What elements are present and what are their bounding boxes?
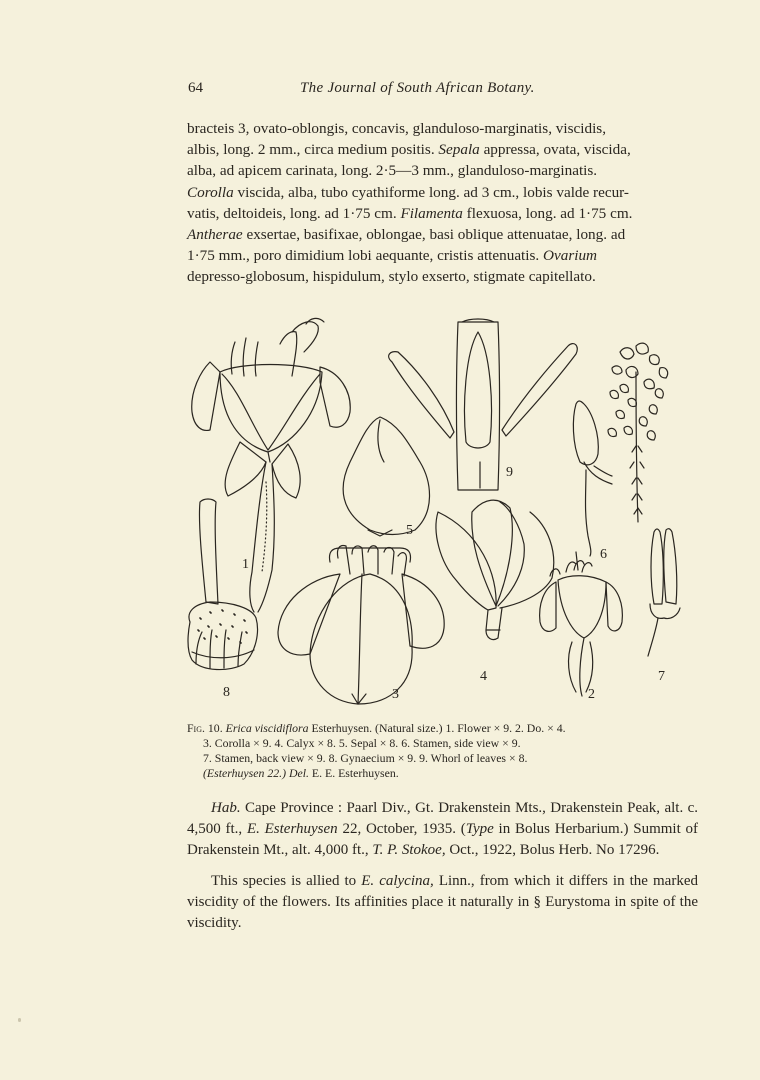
fig-label-7: 7 [658, 669, 665, 684]
fig-label-9: 9 [506, 465, 513, 480]
page-blemish [18, 1018, 21, 1022]
caption-line: (Esterhuysen 22.) Del. E. E. Esterhuysen. [203, 766, 399, 780]
fig2-flower [540, 552, 623, 696]
affinity-paragraph: This species is allied to E. calycina, Linn., from which it differs in the marked viscidity of the flowers. Its affinities place it naturally in § Eurystoma in spite of the viscidity. [187, 873, 698, 931]
fig4-calyx [436, 500, 554, 639]
fig1-flower [192, 318, 350, 612]
description-line: vatis, deltoideis, long. ad 1·75 cm. Filamenta flexuosa, long. ad 1·75 cm. [187, 204, 633, 222]
botanical-illustration [180, 312, 700, 712]
description-line: alba, ad apicem carinata, long. 2·5—3 mm., glanduloso-marginatis. [187, 162, 598, 180]
fig-label-1: 1 [242, 557, 249, 572]
page-header [188, 80, 696, 102]
caption-line: 7. Stamen, back view × 9. 8. Gynaecium × 9. 9. Whorl of leaves × 8. [203, 751, 528, 765]
habitat-paragraph: Hab. Cape Province : Paarl Div., Gt. Drakenstein Mts., Drakenstein Peak, alt. c. 4,500 ft., E. Esterhuysen 22, October, 1935. (Type in Bolus Herbarium.) Summit of Drakenstein Mt., alt. 4,000 ft., T. P. Stokoe, Oct., 1922, Bolus Herb. No 17296. [187, 800, 698, 858]
description-line: Corolla viscida, alba, tubo cyathiforme long. ad 3 cm., lobis valde recur- [187, 183, 629, 201]
description-line: Antherae exsertae, basifixae, oblongae, basi oblique attenuatae, long. ad [187, 226, 626, 244]
fig-label-5: 5 [406, 523, 413, 538]
species-description [187, 118, 698, 288]
fig-label-2: 2 [588, 687, 595, 702]
description-line: depresso-globosum, hispidulum, stylo exserto, stigmate capitellato. [187, 268, 596, 286]
description-line: albis, long. 2 mm., circa medium positis. Sepala appressa, ovata, viscida, [187, 141, 631, 159]
fig3-corolla [278, 546, 444, 705]
natural-size-spray [608, 343, 668, 522]
description-line: 1·75 mm., poro dimidium lobi aequante, cristis attenuatis. Ovarium [187, 247, 598, 265]
description-line: bracteis 3, ovato-oblongis, concavis, glanduloso-marginatis, viscidis, [187, 120, 606, 137]
fig8-gynaecium [188, 499, 258, 670]
fig5-sepal [343, 417, 429, 536]
fig-label-4: 4 [480, 669, 487, 684]
fig-label-6: 6 [600, 547, 607, 562]
fig-label-8: 8 [223, 685, 230, 700]
fig7-stamen-back [648, 529, 680, 656]
fig6-stamen-side [573, 401, 612, 556]
figure-caption [187, 721, 698, 781]
fig-label-3: 3 [392, 687, 399, 702]
caption-line: 3. Corolla × 9. 4. Calyx × 8. 5. Sepal × 8. 6. Stamen, side view × 9. [203, 736, 521, 750]
fig9-whorl [389, 319, 578, 490]
page-number: 64 [188, 80, 203, 96]
habitat-section [187, 798, 698, 934]
journal-title: The Journal of South African Botany. [300, 80, 535, 96]
caption-line: Fig. 10. Erica viscidiflora Esterhuysen. (Natural size.) 1. Flower × 9. 2. Do. × 4. [187, 721, 566, 735]
